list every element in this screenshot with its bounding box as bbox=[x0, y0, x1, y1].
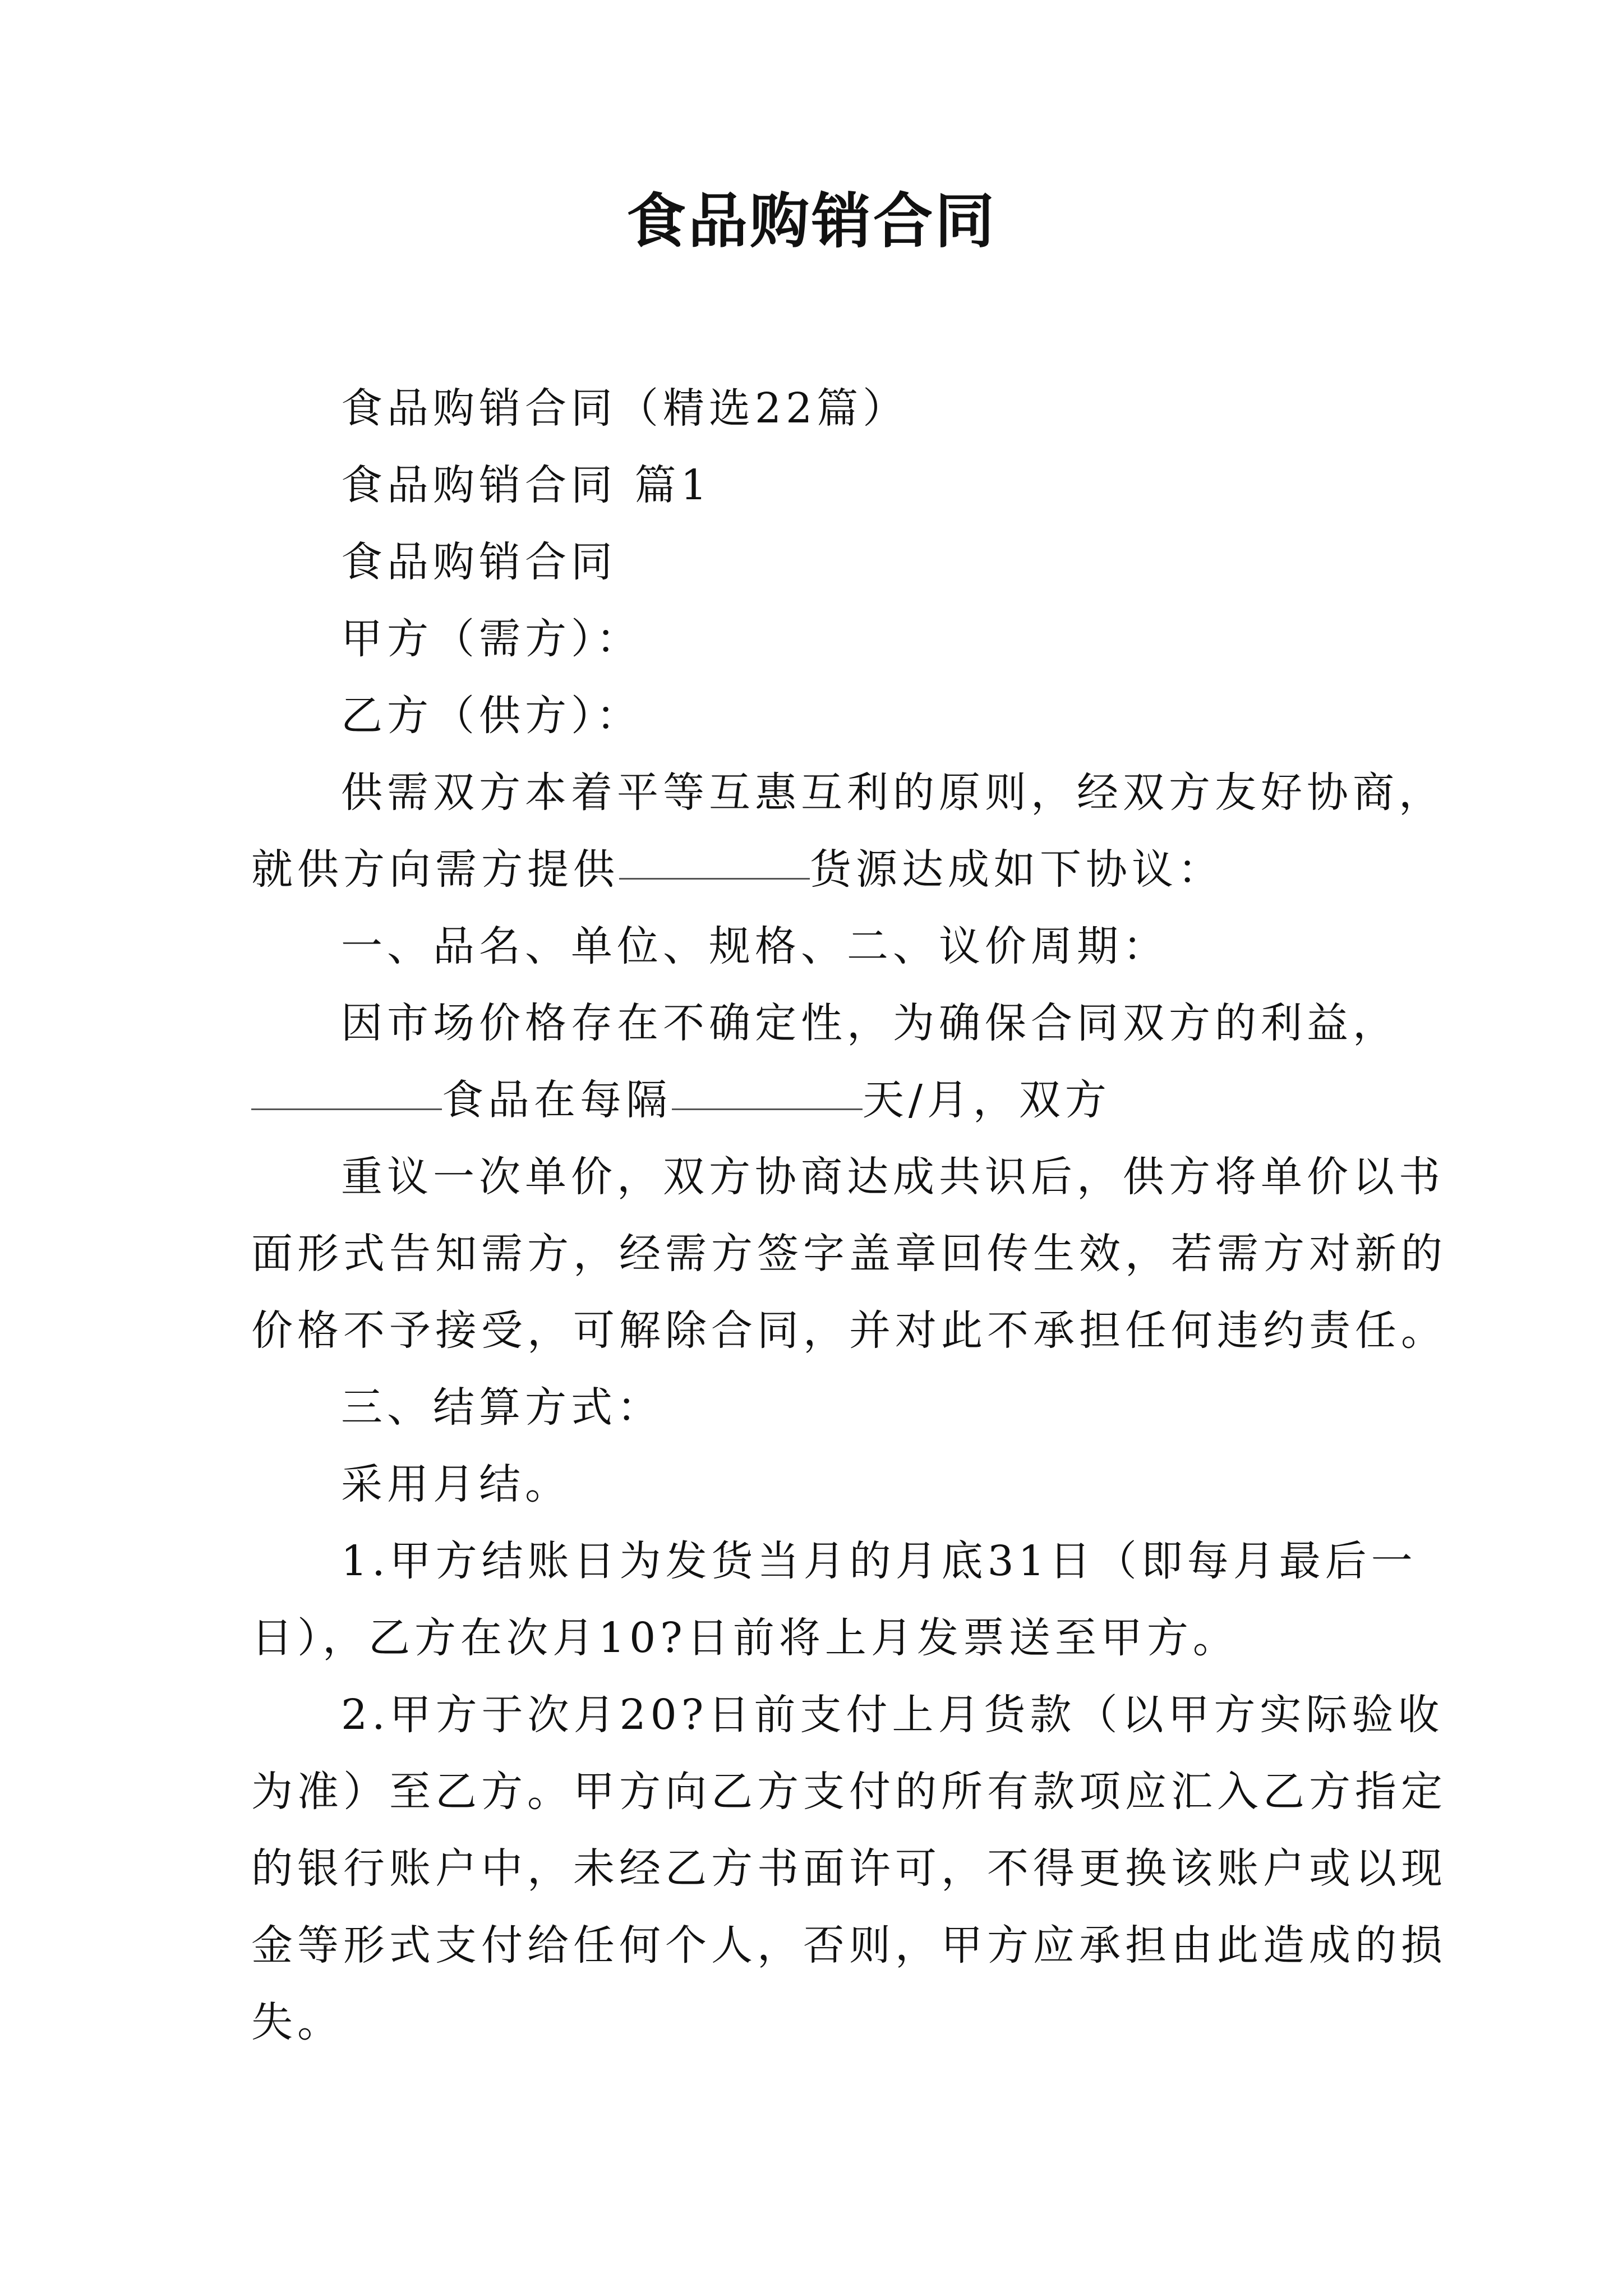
text-line-item-2-cont: 为准）至乙方。甲方向乙方支付的所有款项应汇入乙方指定 bbox=[251, 1768, 1447, 1816]
fill-in-blank-food bbox=[251, 1108, 442, 1110]
fill-in-blank-goods bbox=[619, 878, 810, 880]
fill-in-blank-interval bbox=[672, 1108, 863, 1110]
text-line-price-notice: 面形式告知需方，经需方签字盖章回传生效，若需方对新的 bbox=[251, 1230, 1447, 1278]
text-segment: 货源达成如下协议： bbox=[810, 845, 1224, 894]
text-line-supply-goods bbox=[251, 831, 1395, 908]
text-line-price-renegotiation: 重议一次单价，双方协商达成共识后，供方将单价以书 bbox=[341, 1153, 1445, 1201]
text-line-price-interval bbox=[251, 1062, 1395, 1139]
document-title: 食品购销合同 bbox=[626, 186, 997, 256]
text-line-item-1: 1.甲方结账日为发货当月的月底31日（即每月最后一 bbox=[341, 1537, 1417, 1585]
text-line-item-1-cont: 日），乙方在次月10?日前将上月发票送至甲方。 bbox=[251, 1614, 1239, 1662]
text-line-monthly-settlement: 采用月结。 bbox=[341, 1460, 571, 1508]
text-line-preamble: 供需双方本着平等互惠互利的原则，经双方友好协商， bbox=[341, 769, 1445, 817]
text-segment: 就供方向需方提供 bbox=[251, 845, 619, 894]
text-line-section-heading: 食品购销合同 篇1 bbox=[341, 461, 712, 509]
text-line-price-uncertainty: 因市场价格存在不确定性，为确保合同双方的利益， bbox=[341, 999, 1399, 1047]
text-segment: 食品在每隔 bbox=[442, 1076, 672, 1124]
document-body bbox=[251, 370, 1447, 2061]
text-line-clause-1-2: 一、品名、单位、规格、二、议价周期： bbox=[341, 922, 1169, 970]
text-line-party-a: 甲方（需方）： bbox=[341, 615, 642, 663]
text-line-subtitle: 食品购销合同（精选22篇） bbox=[341, 384, 909, 432]
text-line-item-2-cont: 金等形式支付给任何个人，否则，甲方应承担由此造成的损 bbox=[251, 1921, 1447, 1970]
text-segment: 天/月，双方 bbox=[863, 1076, 1111, 1124]
text-line-clause-3: 三、结算方式： bbox=[341, 1383, 663, 1432]
text-line-contract-name: 食品购销合同 bbox=[341, 538, 617, 586]
text-line-item-2-end: 失。 bbox=[251, 1998, 343, 2046]
text-line-item-2: 2.甲方于次月20?日前支付上月货款（以甲方实际验收 bbox=[341, 1691, 1444, 1739]
text-line-price-termination: 价格不予接受，可解除合同，并对此不承担任何违约责任。 bbox=[251, 1306, 1447, 1355]
text-line-party-b: 乙方（供方）： bbox=[341, 692, 642, 740]
text-line-item-2-cont: 的银行账户中，未经乙方书面许可，不得更换该账户或以现 bbox=[251, 1844, 1447, 1893]
